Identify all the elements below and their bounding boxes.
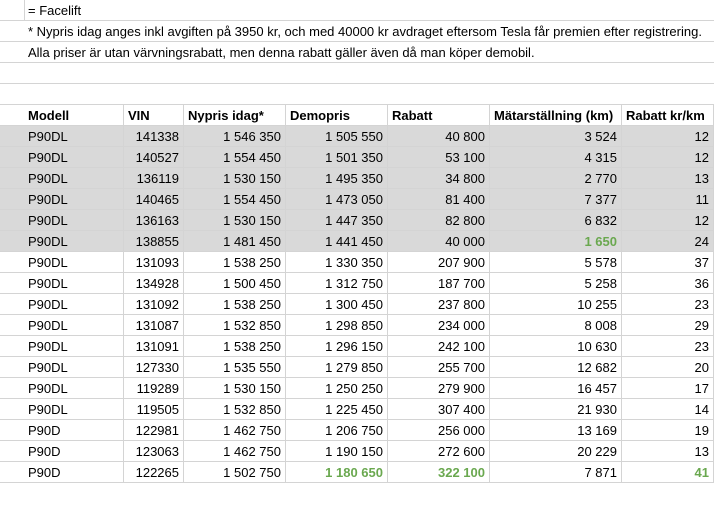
table-row bbox=[0, 378, 714, 399]
cell-rabatt[interactable]: 242 100 bbox=[388, 336, 490, 357]
header-demopris[interactable]: Demopris bbox=[286, 105, 388, 126]
cell-nypris[interactable]: 1 500 450 bbox=[184, 273, 286, 294]
cell-nypris[interactable]: 1 532 850 bbox=[184, 399, 286, 420]
cell-rabatt[interactable]: 40 800 bbox=[388, 126, 490, 147]
cell-matarstallning[interactable]: 12 682 bbox=[490, 357, 622, 378]
cell-matarstallning[interactable]: 7 377 bbox=[490, 189, 622, 210]
cell-vin[interactable]: 127330 bbox=[124, 357, 184, 378]
cell-modell[interactable]: P90DL bbox=[0, 315, 124, 336]
cell-vin[interactable]: 134928 bbox=[124, 273, 184, 294]
note-nypris-text: * Nypris idag anges inkl avgiften på 3950 kr, och med 40000 kr avdraget eftersom Tesla får premien efter registrering. bbox=[28, 24, 702, 39]
cell-demopris[interactable]: 1 180 650 bbox=[286, 462, 388, 483]
cell-rabatt-kr-km[interactable]: 41 bbox=[622, 462, 714, 483]
cell-modell[interactable]: P90D bbox=[0, 420, 124, 441]
cell-vin[interactable]: 136119 bbox=[124, 168, 184, 189]
cell-modell[interactable]: P90DL bbox=[0, 378, 124, 399]
table-row bbox=[0, 462, 714, 483]
cell-nypris[interactable]: 1 530 150 bbox=[184, 168, 286, 189]
header-vin[interactable]: VIN bbox=[124, 105, 184, 126]
cell-rabatt-kr-km[interactable]: 11 bbox=[622, 189, 714, 210]
cell-matarstallning[interactable]: 5 578 bbox=[490, 252, 622, 273]
cell-demopris[interactable]: 1 190 150 bbox=[286, 441, 388, 462]
cell-matarstallning[interactable]: 10 630 bbox=[490, 336, 622, 357]
cell-modell[interactable]: P90DL bbox=[0, 399, 124, 420]
table-row bbox=[0, 168, 714, 189]
cell-vin[interactable]: 123063 bbox=[124, 441, 184, 462]
cell-rabatt-kr-km[interactable]: 36 bbox=[622, 273, 714, 294]
cell-demopris[interactable]: 1 296 150 bbox=[286, 336, 388, 357]
cell-nypris[interactable]: 1 538 250 bbox=[184, 336, 286, 357]
cell-nypris[interactable]: 1 554 450 bbox=[184, 189, 286, 210]
cell-rabatt-kr-km[interactable]: 12 bbox=[622, 126, 714, 147]
cell-vin[interactable]: 122981 bbox=[124, 420, 184, 441]
header-row bbox=[0, 105, 714, 126]
cell-vin[interactable]: 122265 bbox=[124, 462, 184, 483]
cell-demopris[interactable]: 1 441 450 bbox=[286, 231, 388, 252]
cell-matarstallning[interactable]: 16 457 bbox=[490, 378, 622, 399]
cell-demopris[interactable]: 1 300 450 bbox=[286, 294, 388, 315]
table-row bbox=[0, 147, 714, 168]
cell-modell[interactable]: P90DL bbox=[0, 231, 124, 252]
cell-modell[interactable]: P90D bbox=[0, 441, 124, 462]
cell-rabatt[interactable]: 272 600 bbox=[388, 441, 490, 462]
cell-rabatt[interactable]: 256 000 bbox=[388, 420, 490, 441]
cell-vin[interactable]: 140527 bbox=[124, 147, 184, 168]
cell-rabatt[interactable]: 322 100 bbox=[388, 462, 490, 483]
cell-matarstallning[interactable]: 3 524 bbox=[490, 126, 622, 147]
note-rabatt[interactable] bbox=[0, 42, 714, 63]
cell-rabatt-kr-km[interactable]: 24 bbox=[622, 231, 714, 252]
cell-rabatt[interactable]: 207 900 bbox=[388, 252, 490, 273]
table-row bbox=[0, 273, 714, 294]
cell-divider bbox=[24, 0, 25, 20]
cell-modell[interactable]: P90DL bbox=[0, 126, 124, 147]
cell-modell[interactable]: P90DL bbox=[0, 273, 124, 294]
cell-modell[interactable]: P90DL bbox=[0, 357, 124, 378]
cell-modell[interactable]: P90DL bbox=[0, 168, 124, 189]
cell-matarstallning[interactable]: 10 255 bbox=[490, 294, 622, 315]
cell-rabatt[interactable]: 53 100 bbox=[388, 147, 490, 168]
cell-nypris[interactable]: 1 502 750 bbox=[184, 462, 286, 483]
cell-demopris[interactable]: 1 250 250 bbox=[286, 378, 388, 399]
cell-rabatt-kr-km[interactable]: 37 bbox=[622, 252, 714, 273]
cell-vin[interactable]: 141338 bbox=[124, 126, 184, 147]
cell-vin[interactable]: 119505 bbox=[124, 399, 184, 420]
cell-modell[interactable]: P90DL bbox=[0, 294, 124, 315]
table-row bbox=[0, 231, 714, 252]
note-rabatt-text: Alla priser är utan värvningsrabatt, men denna rabatt gäller även då man köper demobil. bbox=[28, 45, 535, 60]
cell-nypris[interactable]: 1 481 450 bbox=[184, 231, 286, 252]
cell-modell[interactable]: P90DL bbox=[0, 252, 124, 273]
table-row bbox=[0, 441, 714, 462]
cell-matarstallning[interactable]: 20 229 bbox=[490, 441, 622, 462]
cell-rabatt[interactable]: 234 000 bbox=[388, 315, 490, 336]
cell-nypris[interactable]: 1 462 750 bbox=[184, 441, 286, 462]
note-facelift[interactable] bbox=[0, 0, 714, 21]
cell-demopris[interactable]: 1 501 350 bbox=[286, 147, 388, 168]
cell-rabatt[interactable]: 237 800 bbox=[388, 294, 490, 315]
header-matarstallning[interactable]: Mätarställning (km) bbox=[490, 105, 622, 126]
cell-nypris[interactable]: 1 538 250 bbox=[184, 252, 286, 273]
cell-modell[interactable]: P90DL bbox=[0, 336, 124, 357]
cell-rabatt-kr-km[interactable]: 20 bbox=[622, 357, 714, 378]
cell-vin[interactable]: 131092 bbox=[124, 294, 184, 315]
cell-rabatt[interactable]: 34 800 bbox=[388, 168, 490, 189]
cell-rabatt[interactable]: 307 400 bbox=[388, 399, 490, 420]
cell-demopris[interactable]: 1 330 350 bbox=[286, 252, 388, 273]
cell-modell[interactable]: P90DL bbox=[0, 147, 124, 168]
header-rabatt-kr-km[interactable]: Rabatt kr/km bbox=[622, 105, 714, 126]
cell-demopris[interactable]: 1 206 750 bbox=[286, 420, 388, 441]
cell-rabatt-kr-km[interactable]: 19 bbox=[622, 420, 714, 441]
table-row bbox=[0, 357, 714, 378]
cell-nypris[interactable]: 1 530 150 bbox=[184, 378, 286, 399]
table-row bbox=[0, 399, 714, 420]
cell-modell[interactable]: P90DL bbox=[0, 210, 124, 231]
cell-demopris[interactable]: 1 473 050 bbox=[286, 189, 388, 210]
cell-matarstallning[interactable]: 4 315 bbox=[490, 147, 622, 168]
header-nypris[interactable]: Nypris idag* bbox=[184, 105, 286, 126]
cell-vin[interactable]: 136163 bbox=[124, 210, 184, 231]
table-row bbox=[0, 252, 714, 273]
cell-matarstallning[interactable]: 2 770 bbox=[490, 168, 622, 189]
cell-rabatt-kr-km[interactable]: 12 bbox=[622, 210, 714, 231]
cell-rabatt[interactable]: 279 900 bbox=[388, 378, 490, 399]
cell-rabatt[interactable]: 81 400 bbox=[388, 189, 490, 210]
empty-row[interactable] bbox=[0, 84, 714, 105]
cell-vin[interactable]: 138855 bbox=[124, 231, 184, 252]
cell-nypris[interactable]: 1 546 350 bbox=[184, 126, 286, 147]
table-row bbox=[0, 189, 714, 210]
header-rabatt[interactable]: Rabatt bbox=[388, 105, 490, 126]
cell-demopris[interactable]: 1 279 850 bbox=[286, 357, 388, 378]
table-row bbox=[0, 315, 714, 336]
cell-matarstallning[interactable]: 5 258 bbox=[490, 273, 622, 294]
cell-demopris[interactable]: 1 447 350 bbox=[286, 210, 388, 231]
cell-modell[interactable]: P90DL bbox=[0, 189, 124, 210]
cell-rabatt-kr-km[interactable]: 23 bbox=[622, 336, 714, 357]
cell-rabatt[interactable]: 40 000 bbox=[388, 231, 490, 252]
cell-rabatt-kr-km[interactable]: 13 bbox=[622, 168, 714, 189]
header-modell[interactable]: Modell bbox=[0, 105, 124, 126]
cell-modell[interactable]: P90D bbox=[0, 462, 124, 483]
cell-rabatt[interactable]: 255 700 bbox=[388, 357, 490, 378]
cell-vin[interactable]: 131091 bbox=[124, 336, 184, 357]
cell-nypris[interactable]: 1 538 250 bbox=[184, 294, 286, 315]
table-row bbox=[0, 420, 714, 441]
note-nypris[interactable] bbox=[0, 21, 714, 42]
cell-rabatt[interactable]: 187 700 bbox=[388, 273, 490, 294]
cell-matarstallning[interactable]: 1 650 bbox=[490, 231, 622, 252]
cell-matarstallning[interactable]: 21 930 bbox=[490, 399, 622, 420]
cell-rabatt-kr-km[interactable]: 23 bbox=[622, 294, 714, 315]
cell-demopris[interactable]: 1 495 350 bbox=[286, 168, 388, 189]
table-row bbox=[0, 126, 714, 147]
cell-rabatt[interactable]: 82 800 bbox=[388, 210, 490, 231]
cell-demopris[interactable]: 1 225 450 bbox=[286, 399, 388, 420]
cell-vin[interactable]: 131093 bbox=[124, 252, 184, 273]
cell-vin[interactable]: 119289 bbox=[124, 378, 184, 399]
cell-matarstallning[interactable]: 7 871 bbox=[490, 462, 622, 483]
cell-rabatt-kr-km[interactable]: 17 bbox=[622, 378, 714, 399]
cell-vin[interactable]: 131087 bbox=[124, 315, 184, 336]
note-facelift-text: = Facelift bbox=[28, 3, 82, 18]
cell-nypris[interactable]: 1 554 450 bbox=[184, 147, 286, 168]
cell-nypris[interactable]: 1 462 750 bbox=[184, 420, 286, 441]
cell-matarstallning[interactable]: 8 008 bbox=[490, 315, 622, 336]
cell-demopris[interactable]: 1 505 550 bbox=[286, 126, 388, 147]
cell-vin[interactable]: 140465 bbox=[124, 189, 184, 210]
cell-rabatt-kr-km[interactable]: 14 bbox=[622, 399, 714, 420]
table-row bbox=[0, 336, 714, 357]
cell-rabatt-kr-km[interactable]: 13 bbox=[622, 441, 714, 462]
cell-nypris[interactable]: 1 530 150 bbox=[184, 210, 286, 231]
empty-row[interactable] bbox=[0, 63, 714, 84]
cell-matarstallning[interactable]: 13 169 bbox=[490, 420, 622, 441]
cell-matarstallning[interactable]: 6 832 bbox=[490, 210, 622, 231]
cell-rabatt-kr-km[interactable]: 12 bbox=[622, 147, 714, 168]
cell-nypris[interactable]: 1 532 850 bbox=[184, 315, 286, 336]
cell-rabatt-kr-km[interactable]: 29 bbox=[622, 315, 714, 336]
cell-demopris[interactable]: 1 312 750 bbox=[286, 273, 388, 294]
table-row bbox=[0, 294, 714, 315]
cell-nypris[interactable]: 1 535 550 bbox=[184, 357, 286, 378]
table-row bbox=[0, 210, 714, 231]
cell-demopris[interactable]: 1 298 850 bbox=[286, 315, 388, 336]
